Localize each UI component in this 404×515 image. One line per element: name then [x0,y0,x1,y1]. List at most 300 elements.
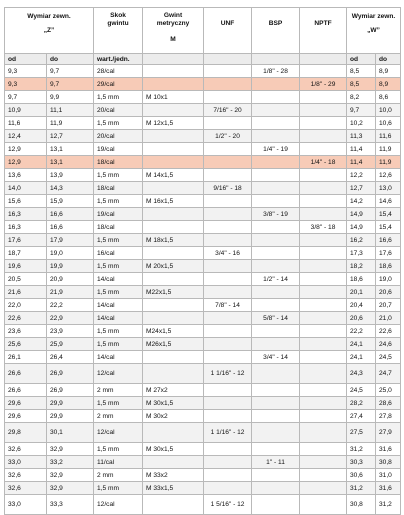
cell-skok: 2 mm [94,410,143,423]
cell-nptf: 1/4" - 18 [300,156,347,169]
cell-nptf [300,130,347,143]
cell-skok: 12/cal [94,423,143,443]
cell-unf [204,397,252,410]
cell-z-od: 12,9 [5,156,47,169]
cell-nptf [300,351,347,364]
cell-unf [204,221,252,234]
cell-bsp [252,443,300,456]
cell-z-od: 29,6 [5,410,47,423]
cell-skok: 14/cal [94,312,143,325]
cell-z-od: 16,3 [5,221,47,234]
cell-z-od: 32,6 [5,469,47,482]
cell-unf: 1/2" - 20 [204,130,252,143]
cell-nptf [300,384,347,397]
cell-skok: 1,5 mm [94,482,143,495]
header-sub-unf-blank [204,54,252,65]
table-row [5,156,401,169]
table-body [5,65,401,515]
header-sub-m-blank [143,54,204,65]
cell-unf [204,169,252,182]
cell-z-od: 11,6 [5,117,47,130]
cell-bsp [252,469,300,482]
cell-unf [204,456,252,469]
cell-w-do: 28,6 [376,397,401,410]
cell-metric: M24x1,5 [143,325,204,338]
table-row [5,143,401,156]
cell-metric [143,351,204,364]
cell-metric [143,423,204,443]
cell-w-od: 24,3 [347,364,376,384]
cell-bsp [252,495,300,515]
cell-bsp [252,78,300,91]
cell-w-od: 31,2 [347,443,376,456]
table-row [5,221,401,234]
cell-skok: 29/cal [94,78,143,91]
cell-z-od: 12,4 [5,130,47,143]
header-w-do: do [376,54,401,65]
cell-z-od: 26,1 [5,351,47,364]
cell-w-do: 10,6 [376,117,401,130]
cell-skok: 18/cal [94,221,143,234]
cell-metric [143,104,204,117]
cell-unf-text: 1 1/16" - 12 [210,370,245,377]
cell-nptf [300,273,347,286]
cell-z-od: 9,3 [5,78,47,91]
header-sub-bsp-blank [252,54,300,65]
cell-z-do: 26,9 [47,384,94,397]
cell-metric [143,364,204,384]
cell-w-od: 24,1 [347,338,376,351]
cell-w-do: 31,6 [376,443,401,456]
cell-skok: 28/cal [94,65,143,78]
cell-bsp: 3/8" - 19 [252,208,300,221]
cell-z-do: 11,1 [47,104,94,117]
cell-unf [204,495,252,515]
cell-w-do: 24,7 [376,364,401,384]
header-skok-line2: gwintu [107,20,129,27]
cell-metric: M22x1,5 [143,286,204,299]
cell-skok: 1,5 mm [94,234,143,247]
cell-unf: 7/16" - 20 [204,104,252,117]
cell-skok: 20/cal [94,130,143,143]
cell-w-od: 28,2 [347,397,376,410]
header-w-group [347,8,401,54]
cell-unf [204,143,252,156]
cell-w-od: 9,7 [347,104,376,117]
cell-z-do: 14,3 [47,182,94,195]
table-row [5,443,401,456]
header-unf: UNF [204,8,252,54]
cell-skok: 16/cal [94,247,143,260]
table-row [5,117,401,130]
cell-unf-text: 1 5/16" - 12 [210,501,245,508]
cell-w-od: 18,2 [347,260,376,273]
cell-nptf [300,423,347,443]
cell-nptf [300,208,347,221]
cell-w-od: 14,9 [347,221,376,234]
cell-bsp [252,410,300,423]
cell-nptf [300,169,347,182]
cell-metric [143,130,204,143]
cell-z-do: 29,9 [47,397,94,410]
cell-w-do: 19,0 [376,273,401,286]
cell-w-od: 18,6 [347,273,376,286]
cell-w-od: 8,2 [347,91,376,104]
cell-w-do: 20,6 [376,286,401,299]
cell-nptf [300,456,347,469]
cell-z-do: 11,9 [47,117,94,130]
cell-z-od: 32,6 [5,482,47,495]
cell-bsp: 3/4" - 14 [252,351,300,364]
cell-w-od: 30,8 [347,495,376,515]
cell-nptf [300,410,347,423]
cell-w-do: 22,6 [376,325,401,338]
cell-z-do: 9,7 [47,65,94,78]
cell-metric [143,273,204,286]
cell-bsp [252,247,300,260]
cell-w-do: 15,4 [376,208,401,221]
cell-bsp [252,364,300,384]
cell-nptf [300,234,347,247]
cell-nptf [300,286,347,299]
cell-w-od: 14,2 [347,195,376,208]
cell-unf [204,234,252,247]
table-row [5,91,401,104]
cell-z-do: 33,2 [47,456,94,469]
cell-w-do: 30,8 [376,456,401,469]
cell-z-do: 16,6 [47,208,94,221]
cell-w-do: 8,9 [376,78,401,91]
cell-nptf [300,260,347,273]
cell-nptf [300,325,347,338]
cell-nptf [300,338,347,351]
cell-bsp: 1/8" - 28 [252,65,300,78]
header-sub-nptf-blank [300,54,347,65]
cell-bsp [252,234,300,247]
cell-unf [204,260,252,273]
cell-metric: M 30x2 [143,410,204,423]
cell-w-od: 16,2 [347,234,376,247]
cell-w-do: 12,6 [376,169,401,182]
cell-nptf [300,495,347,515]
cell-w-od: 20,6 [347,312,376,325]
cell-z-od: 14,0 [5,182,47,195]
cell-metric: M 30x1,5 [143,397,204,410]
table-row [5,260,401,273]
cell-z-do: 33,3 [47,495,94,515]
cell-bsp: 5/8" - 14 [252,312,300,325]
cell-z-do: 23,9 [47,325,94,338]
cell-z-do: 9,7 [47,78,94,91]
cell-z-do: 25,9 [47,338,94,351]
cell-metric: M 20x1,5 [143,260,204,273]
table-row [5,351,401,364]
cell-metric: M 10x1 [143,91,204,104]
cell-metric [143,299,204,312]
cell-z-od: 21,6 [5,286,47,299]
cell-nptf [300,65,347,78]
table-row [5,482,401,495]
header-w-symbol: „W” [367,27,380,34]
header-z-do: do [47,54,94,65]
cell-z-od: 12,9 [5,143,47,156]
table-row [5,325,401,338]
cell-w-od: 8,5 [347,78,376,91]
cell-metric [143,221,204,234]
cell-z-od: 16,3 [5,208,47,221]
cell-unf [204,312,252,325]
thread-size-sheet [4,7,400,515]
cell-metric [143,182,204,195]
table-row [5,273,401,286]
cell-w-do: 21,0 [376,312,401,325]
header-skok-line1: Skok [110,12,126,19]
cell-skok: 19/cal [94,208,143,221]
table-row [5,208,401,221]
table-row [5,299,401,312]
cell-w-od: 11,4 [347,143,376,156]
cell-bsp [252,169,300,182]
cell-z-od: 9,3 [5,65,47,78]
cell-unf: 7/8" - 14 [204,299,252,312]
cell-z-do: 19,9 [47,260,94,273]
cell-w-do: 8,9 [376,65,401,78]
cell-nptf [300,117,347,130]
cell-w-od: 27,4 [347,410,376,423]
cell-bsp [252,182,300,195]
cell-nptf [300,143,347,156]
cell-unf [204,195,252,208]
cell-skok: 1,5 mm [94,443,143,456]
cell-z-od: 15,6 [5,195,47,208]
cell-skok: 1,5 mm [94,260,143,273]
cell-z-do: 15,9 [47,195,94,208]
cell-w-od: 12,7 [347,182,376,195]
cell-w-od: 22,2 [347,325,376,338]
cell-nptf [300,312,347,325]
cell-skok: 1,5 mm [94,91,143,104]
cell-skok: 20/cal [94,104,143,117]
cell-metric: M 16x1,5 [143,195,204,208]
header-gwint-line3: M [170,36,176,43]
cell-skok: 1,5 mm [94,117,143,130]
cell-skok: 14/cal [94,273,143,286]
cell-metric: M 33x2 [143,469,204,482]
header-z-group [5,8,94,54]
cell-bsp: 1/2" - 14 [252,273,300,286]
cell-skok: 19/cal [94,143,143,156]
cell-w-do: 24,6 [376,338,401,351]
table-row [5,338,401,351]
cell-z-do: 22,9 [47,312,94,325]
cell-z-od: 22,0 [5,299,47,312]
cell-unf [204,469,252,482]
cell-z-do: 30,1 [47,423,94,443]
cell-metric: M 27x2 [143,384,204,397]
cell-w-od: 12,2 [347,169,376,182]
cell-bsp [252,482,300,495]
cell-w-do: 31,0 [376,469,401,482]
cell-w-od: 30,3 [347,456,376,469]
cell-metric [143,78,204,91]
cell-bsp: 1/4" - 19 [252,143,300,156]
header-w-od: od [347,54,376,65]
cell-nptf [300,247,347,260]
cell-w-od: 8,5 [347,65,376,78]
cell-metric [143,156,204,169]
cell-bsp [252,104,300,117]
cell-metric: M 30x1,5 [143,443,204,456]
cell-w-od: 11,4 [347,156,376,169]
cell-skok: 1,5 mm [94,338,143,351]
cell-bsp [252,195,300,208]
thread-size-table [4,7,401,515]
cell-z-do: 13,1 [47,143,94,156]
cell-skok: 2 mm [94,384,143,397]
cell-z-od: 20,5 [5,273,47,286]
header-z-group-label: Wymiar zewn. [27,13,71,20]
cell-z-od: 32,6 [5,443,47,456]
cell-z-od: 33,0 [5,495,47,515]
table-row [5,130,401,143]
cell-w-od: 24,5 [347,384,376,397]
table-row [5,247,401,260]
cell-skok: 12/cal [94,495,143,515]
cell-z-od: 9,7 [5,91,47,104]
cell-w-do: 27,8 [376,410,401,423]
cell-metric: M 18x1,5 [143,234,204,247]
cell-w-do: 11,6 [376,130,401,143]
cell-metric [143,247,204,260]
cell-unf [204,208,252,221]
cell-skok: 11/cal [94,456,143,469]
cell-z-do: 32,9 [47,482,94,495]
cell-nptf [300,104,347,117]
cell-bsp [252,397,300,410]
header-gwint-line1: Gwint [163,12,183,19]
table-header [5,8,401,65]
cell-z-do: 22,2 [47,299,94,312]
table-row [5,286,401,299]
cell-w-od: 20,1 [347,286,376,299]
cell-z-od: 13,6 [5,169,47,182]
cell-bsp [252,325,300,338]
cell-z-od: 26,6 [5,384,47,397]
cell-z-do: 16,6 [47,221,94,234]
cell-nptf [300,397,347,410]
cell-w-do: 27,9 [376,423,401,443]
cell-metric [143,495,204,515]
table-row [5,78,401,91]
cell-skok: 18/cal [94,156,143,169]
cell-w-do: 25,0 [376,384,401,397]
cell-z-do: 13,9 [47,169,94,182]
table-row [5,65,401,78]
cell-w-od: 31,2 [347,482,376,495]
table-row [5,169,401,182]
cell-bsp [252,423,300,443]
cell-z-do: 17,9 [47,234,94,247]
header-skok [94,8,143,54]
cell-z-do: 32,9 [47,443,94,456]
cell-unf [204,91,252,104]
cell-nptf [300,364,347,384]
cell-skok: 1,5 mm [94,195,143,208]
cell-w-od: 30,6 [347,469,376,482]
cell-metric: M 14x1,5 [143,169,204,182]
cell-skok: 2 mm [94,469,143,482]
cell-skok: 14/cal [94,351,143,364]
cell-w-do: 11,9 [376,143,401,156]
cell-z-do: 20,9 [47,273,94,286]
cell-z-do: 19,0 [47,247,94,260]
cell-z-do: 26,4 [47,351,94,364]
table-row [5,423,401,443]
cell-unf [204,156,252,169]
cell-w-do: 11,9 [376,156,401,169]
cell-z-od: 33,0 [5,456,47,469]
cell-nptf [300,469,347,482]
cell-w-do: 14,6 [376,195,401,208]
cell-unf: 3/4" - 16 [204,247,252,260]
cell-metric: M 12x1,5 [143,117,204,130]
cell-unf [204,273,252,286]
cell-z-od: 18,7 [5,247,47,260]
table-row [5,182,401,195]
cell-metric [143,65,204,78]
cell-z-od: 17,6 [5,234,47,247]
cell-skok: 1,5 mm [94,169,143,182]
header-z-symbol: „Z” [43,27,55,34]
table-row [5,495,401,515]
table-row [5,234,401,247]
cell-w-od: 14,9 [347,208,376,221]
cell-z-do: 26,9 [47,364,94,384]
cell-bsp [252,156,300,169]
cell-unf [204,410,252,423]
cell-unf [204,364,252,384]
cell-unf [204,286,252,299]
cell-z-od: 22,6 [5,312,47,325]
cell-skok: 14/cal [94,299,143,312]
table-row [5,104,401,117]
cell-w-do: 20,7 [376,299,401,312]
cell-unf [204,338,252,351]
header-gwint-line2: metryczny [156,20,190,27]
table-row [5,384,401,397]
cell-w-do: 24,5 [376,351,401,364]
cell-unf [204,65,252,78]
cell-skok: 1,5 mm [94,325,143,338]
cell-unf-text: 1 1/16" - 12 [210,429,245,436]
cell-z-od: 26,6 [5,364,47,384]
header-gwint-metryczny [143,8,204,54]
cell-w-do: 31,6 [376,482,401,495]
cell-w-do: 31,2 [376,495,401,515]
table-row [5,456,401,469]
header-z-od: od [5,54,47,65]
cell-nptf [300,482,347,495]
cell-w-do: 16,6 [376,234,401,247]
cell-w-do: 8,6 [376,91,401,104]
cell-w-od: 20,4 [347,299,376,312]
cell-bsp [252,384,300,397]
cell-w-do: 18,6 [376,260,401,273]
cell-w-do: 10,0 [376,104,401,117]
cell-w-od: 17,3 [347,247,376,260]
cell-nptf: 1/8" - 29 [300,78,347,91]
cell-bsp [252,286,300,299]
